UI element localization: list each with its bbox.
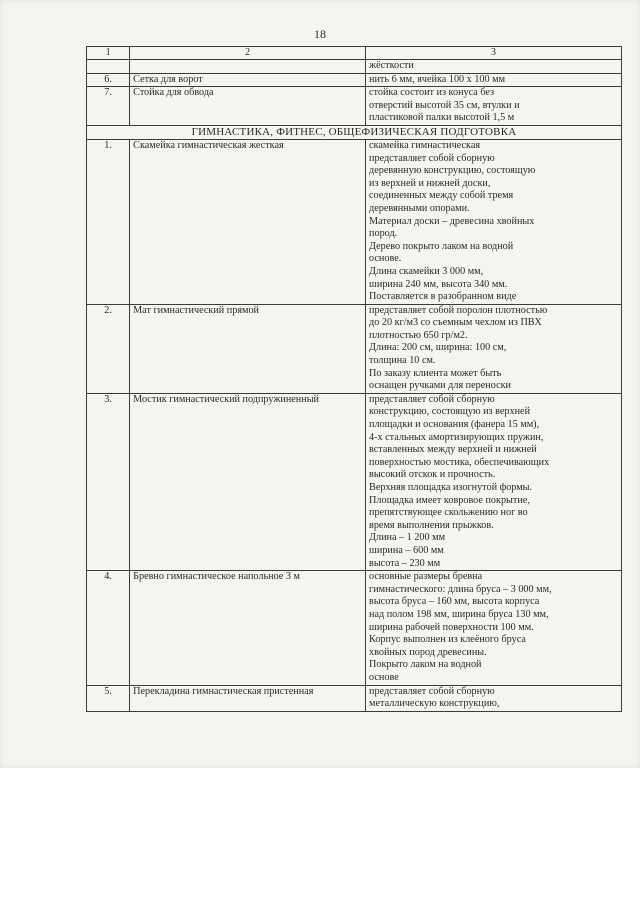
description-line: из верхней и нижней доски, xyxy=(369,177,491,189)
description-line: до 20 кг/м3 со съемным чехлом из ПВХ xyxy=(369,317,542,329)
item-name: Стойка для обвода xyxy=(130,87,366,126)
description-line: гимнастического: длина бруса – 3 000 мм, xyxy=(369,583,552,595)
description-line: хвойных пород древесины. xyxy=(369,646,487,658)
description-line: стойка состоит из конуса без xyxy=(369,87,495,99)
description-line: представляет собой поролон плотностью xyxy=(369,304,548,316)
row-number: 4. xyxy=(87,571,130,685)
description-line: Материал доски – древесина хвойных xyxy=(369,215,535,227)
item-description xyxy=(366,60,622,74)
table-row xyxy=(87,393,622,570)
description-line: 4-х стальных амортизирующих пружин, xyxy=(369,431,544,443)
description-line: высота – 230 мм xyxy=(369,557,441,569)
table-row xyxy=(87,60,622,74)
description-line: отверстий высотой 35 см, втулки и xyxy=(369,99,520,111)
item-name: Скамейка гимнастическая жесткая xyxy=(130,139,366,304)
description-line: Покрыто лаком на водной xyxy=(369,659,482,671)
page-number: 18 xyxy=(314,27,326,41)
description-line: Верхняя площадка изогнутой формы. xyxy=(369,482,533,493)
description-line: оснащен ручками для переноски xyxy=(369,380,511,392)
description-line: нить 6 мм, ячейка 100 х 100 мм xyxy=(369,73,506,85)
item-name xyxy=(130,60,366,74)
description-line: пластиковой палки высотой 1,5 м xyxy=(369,112,515,124)
table-row xyxy=(87,73,622,87)
description-line: жёсткости xyxy=(369,60,414,71)
description-line: Корпус выполнен из клеёного бруса xyxy=(369,634,526,646)
description-line: деревянными опорами. xyxy=(369,202,470,214)
description-line: Длина – 1 200 мм xyxy=(369,532,446,544)
item-description xyxy=(366,73,622,87)
description-line: представляет собой сборную xyxy=(369,393,495,405)
description-line: площадки и основания (фанера 15 мм), xyxy=(369,419,540,431)
description-line: представляет собой сборную xyxy=(369,685,495,697)
description-line: поверхностью мостика, обеспечивающих xyxy=(369,456,550,468)
item-description xyxy=(366,304,622,393)
row-number: 2. xyxy=(87,304,130,393)
description-line: высота бруса – 160 мм, высота корпуса xyxy=(369,596,540,608)
description-line: По заказу клиента может быть xyxy=(369,367,502,379)
description-line: Дерево покрыто лаком на водной xyxy=(369,240,514,252)
table-row xyxy=(87,87,622,126)
row-number xyxy=(87,60,130,74)
header-col-1: 1 xyxy=(87,47,130,60)
table-row xyxy=(87,139,622,304)
description-line: соединенных между собой тремя xyxy=(369,190,514,202)
description-line: время выполнения прыжков. xyxy=(369,519,494,531)
description-line: вставленных между верхней и нижней xyxy=(369,444,537,456)
description-line: ширина 240 мм, высота 340 мм. xyxy=(369,278,508,290)
description-line: Длина: 200 см, ширина: 100 см, xyxy=(369,342,507,354)
header-col-2: 2 xyxy=(130,47,366,60)
description-line: плотностью 650 гр/м2. xyxy=(369,329,468,341)
description-line: ширина рабочей поверхности 100 мм. xyxy=(369,621,534,633)
description-line: ширина – 600 мм xyxy=(369,544,444,556)
description-line: конструкцию, состоящую из верхней xyxy=(369,406,531,418)
row-number: 6. xyxy=(87,73,130,87)
description-line: Длина скамейки 3 000 мм, xyxy=(369,265,484,277)
table-body-main xyxy=(87,139,622,711)
row-number: 3. xyxy=(87,393,130,570)
row-number: 7. xyxy=(87,87,130,126)
description-line: высокий отскок и прочность. xyxy=(369,469,496,481)
description-line: основе. xyxy=(369,253,402,265)
row-number: 5. xyxy=(87,685,130,711)
description-line: скамейка гимнастическая xyxy=(369,139,481,151)
description-line: пород. xyxy=(369,228,398,240)
row-number: 1. xyxy=(87,139,130,304)
description-line: представляет собой сборную xyxy=(369,152,495,164)
description-line: толщина 10 см. xyxy=(369,355,436,367)
description-line: препятствующее скольжению ног во xyxy=(369,507,528,519)
description-line: над полом 198 мм, ширина бруса 130 мм, xyxy=(369,608,549,620)
description-line: основные размеры бревна xyxy=(369,571,483,583)
description-line: основе xyxy=(369,671,399,683)
item-description xyxy=(366,87,622,126)
description-line: Поставляется в разобранном виде xyxy=(369,291,517,303)
item-name: Сетка для ворот xyxy=(130,73,366,87)
item-name: Мостик гимнастический подпружиненный xyxy=(130,393,366,570)
section-row xyxy=(87,125,622,139)
table-body-top xyxy=(87,60,622,126)
section-title: ГИМНАСТИКА, ФИТНЕС, ОБЩЕФИЗИЧЕСКАЯ ПОДГОТОВКА xyxy=(87,125,622,139)
table-row xyxy=(87,304,622,393)
table-row xyxy=(87,685,622,711)
item-name: Бревно гимнастическое напольное 3 м xyxy=(130,571,366,685)
description-line: Площадка имеет ковровое покрытие, xyxy=(369,494,530,506)
description-line: металлическую конструкцию, xyxy=(369,698,500,710)
item-description xyxy=(366,393,622,570)
header-col-3: 3 xyxy=(366,47,622,60)
item-name: Перекладина гимнастическая пристенная xyxy=(130,685,366,711)
table-header-row xyxy=(87,47,622,60)
table-row xyxy=(87,571,622,685)
equipment-table xyxy=(86,46,622,712)
item-name: Мат гимнастический прямой xyxy=(130,304,366,393)
item-description xyxy=(366,571,622,685)
item-description xyxy=(366,139,622,304)
description-line: деревянную конструкцию, состоящую xyxy=(369,165,536,177)
item-description xyxy=(366,685,622,711)
